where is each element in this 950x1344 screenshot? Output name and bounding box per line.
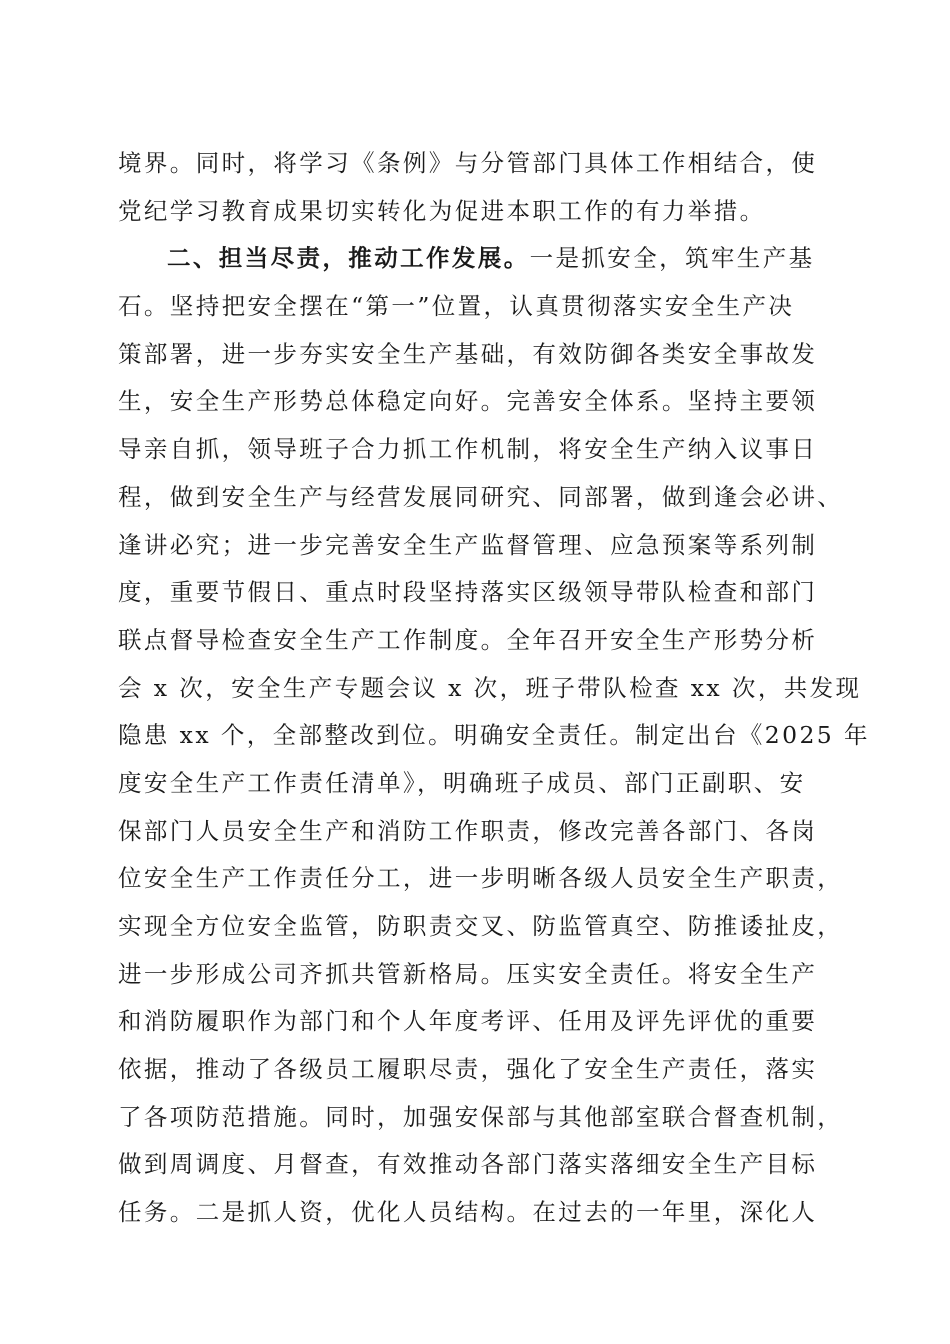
- text-line: 位安全生产工作责任分工，进一步明晰各级人员安全生产职责，: [118, 864, 844, 893]
- body-text: [118, 140, 870, 1237]
- text-line: 隐患 xx 个，全部整改到位。明确安全责任。制定出台《2025 年: [118, 721, 870, 750]
- text-line: 导亲自抓，领导班子合力抓工作机制，将安全生产纳入议事日: [118, 435, 818, 464]
- text-line: 度，重要节假日、重点时段坚持落实区级领导带队检查和部门: [118, 578, 818, 607]
- text-line: 进一步形成公司齐抓共管新格局。压实安全责任。将安全生产: [118, 959, 818, 988]
- text-line: 党纪学习教育成果切实转化为促进本职工作的有力举措。: [118, 196, 766, 225]
- text-line: 了各项防范措施。同时，加强安保部与其他部室联合督查机制，: [118, 1102, 844, 1131]
- text-line: 和消防履职作为部门和个人年度考评、任用及评先评优的重要: [118, 1007, 818, 1036]
- text-line: 依据，推动了各级员工履职尽责，强化了安全生产责任，落实: [118, 1055, 818, 1084]
- text-line: 境界。同时，将学习《条例》与分管部门具体工作相结合，使: [118, 149, 818, 177]
- text-line: 生，安全生产形势总体稳定向好。完善安全体系。坚持主要领: [118, 387, 818, 416]
- section-heading: 二、担当尽责，推动工作发展。: [167, 244, 530, 273]
- text-line: 度安全生产工作责任清单》，明确班子成员、部门正副职、安: [118, 768, 806, 797]
- text-line: 实现全方位安全监管，防职责交叉、防监管真空、防推诿扯皮，: [118, 912, 844, 940]
- text-line: 策部署，进一步夯实安全生产基础，有效防御各类安全事故发: [118, 339, 818, 368]
- text-line: 程，做到安全生产与经营发展同研究、同部署，做到逢会必讲、: [118, 482, 844, 511]
- paragraph-1: [118, 140, 830, 235]
- text-line-first: [118, 235, 830, 283]
- text-line: 会 x 次，安全生产专题会议 x 次，班子带队检查 xx 次，共发现: [118, 673, 862, 702]
- text-line: 逢讲必究；进一步完善安全生产监督管理、应急预案等系列制: [118, 530, 818, 559]
- text-line: 任务。二是抓人资，优化人员结构。在过去的一年里，深化人: [118, 1198, 818, 1227]
- paragraph-2: [118, 235, 870, 1236]
- text-line: 做到周调度、月督查，有效推动各部门落实落细安全生产目标: [118, 1150, 818, 1179]
- text-line: 联点督导检查安全生产工作制度。全年召开安全生产形势分析: [118, 625, 818, 654]
- text-run: 一是抓安全，筑牢生产基: [529, 244, 815, 273]
- text-line: 保部门人员安全生产和消防工作职责，修改完善各部门、各岗: [118, 816, 818, 845]
- text-line: 石。坚持把安全摆在“第一”位置，认真贯彻落实安全生产决: [118, 292, 795, 321]
